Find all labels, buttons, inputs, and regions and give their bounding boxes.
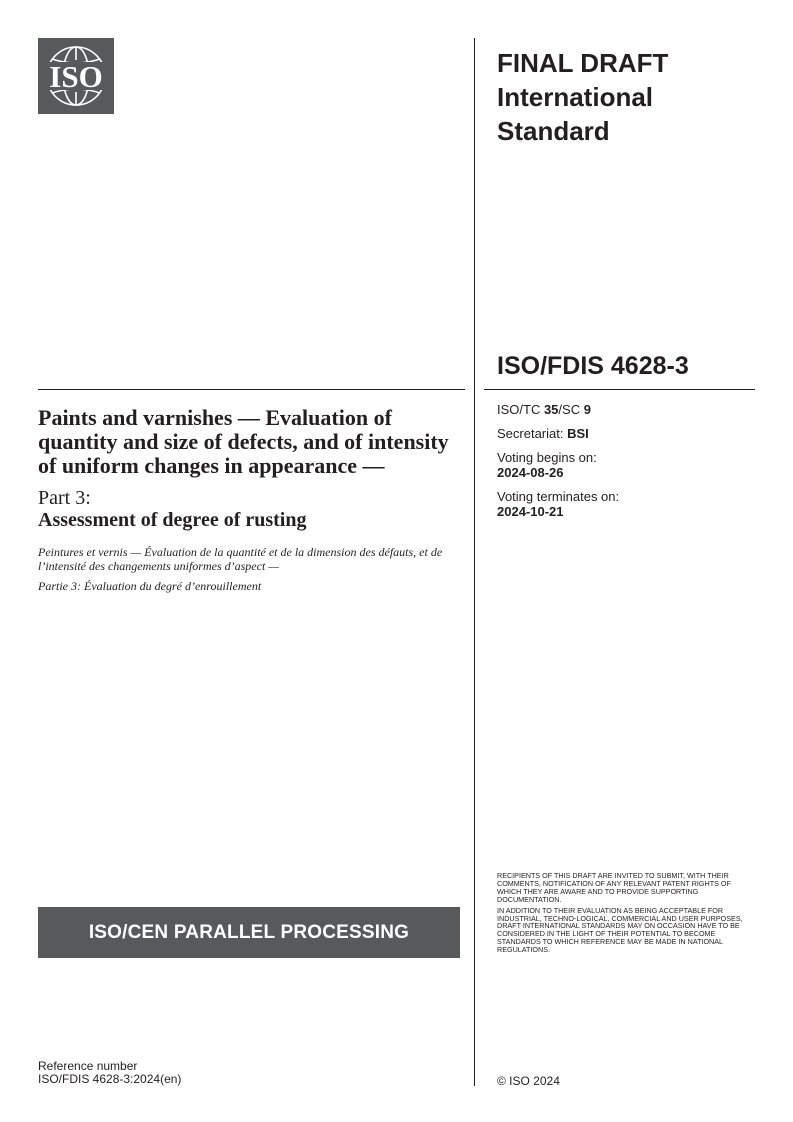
committee-sc-number: 9 [583,402,591,417]
main-title: Paints and varnishes — Evaluation of quantity and size of defects, and of intensity of uniform changes in appearance — [38,405,449,478]
document-status [497,46,767,148]
voting-terminates [497,489,757,519]
iso-logo [38,38,114,114]
reference-label: Reference number [38,1059,138,1073]
left-horizontal-divider [38,389,465,390]
status-line-1: FINAL DRAFT [497,48,669,78]
document-number: ISO/FDIS 4628-3 [497,352,689,380]
part-label: Part 3: [38,487,91,509]
voting-terminates-label: Voting terminates on: [497,489,620,504]
voting-begins-date: 2024-08-26 [497,465,564,480]
committee-prefix: ISO/TC [497,402,544,417]
status-line-2: International [497,82,654,112]
document-metadata [497,402,757,528]
secretariat-label: Secretariat: [497,426,568,441]
voting-begins [497,450,757,480]
copyright: © ISO 2024 [497,1074,560,1088]
reference-number [38,1060,181,1086]
french-title: Peintures et vernis — Évaluation de la quantité et de la dimension des défauts, et de l’intensité des changements uniformes d’aspect — [38,545,443,573]
logo-text: ISO [49,59,103,94]
notice-paragraph-2: IN ADDITION TO THEIR EVALUATION AS BEING ACCEPTABLE FOR INDUSTRIAL, TECHNO-LOGICAL, COMMERCIAL AND USER PURPOSES, DRAFT INTERNATIONAL STANDARDS MAY ON OCCASION HAVE TO BE CONSIDERED IN THE LIGHT OF THEIR POTENTIAL TO BECOME STANDARDS TO WHICH REFERENCE MAY BE MADE IN NATIONAL REGULATIONS. [497,905,743,955]
right-horizontal-divider [484,389,755,390]
notice-paragraph-1: RECIPIENTS OF THIS DRAFT ARE INVITED TO SUBMIT, WITH THEIR COMMENTS, NOTIFICATION OF ANY RELEVANT PATENT RIGHTS OF WHICH THEY ARE AWARE AND TO PROVIDE SUPPORTING DOCUMENTATION. [497,871,731,904]
committee-sc-prefix: /SC [558,402,584,417]
status-line-3: Standard [497,116,610,146]
draft-notice [497,872,755,957]
committee-tc-number: 35 [543,402,559,417]
voting-begins-label: Voting begins on: [497,450,597,465]
globe-icon [38,38,114,114]
secretariat-value: BSI [567,426,589,441]
secretariat-line [497,426,757,441]
committee-line [497,402,757,417]
vertical-divider [474,38,475,1086]
voting-terminates-date: 2024-10-21 [497,504,564,519]
part-title: Assessment of degree of rusting [38,509,307,531]
title-block [38,406,463,593]
french-part-title: Partie 3: Évaluation du degré d’enrouillement [38,579,262,593]
parallel-processing-banner: ISO/CEN PARALLEL PROCESSING [38,907,460,958]
reference-value: ISO/FDIS 4628-3:2024(en) [38,1072,182,1086]
